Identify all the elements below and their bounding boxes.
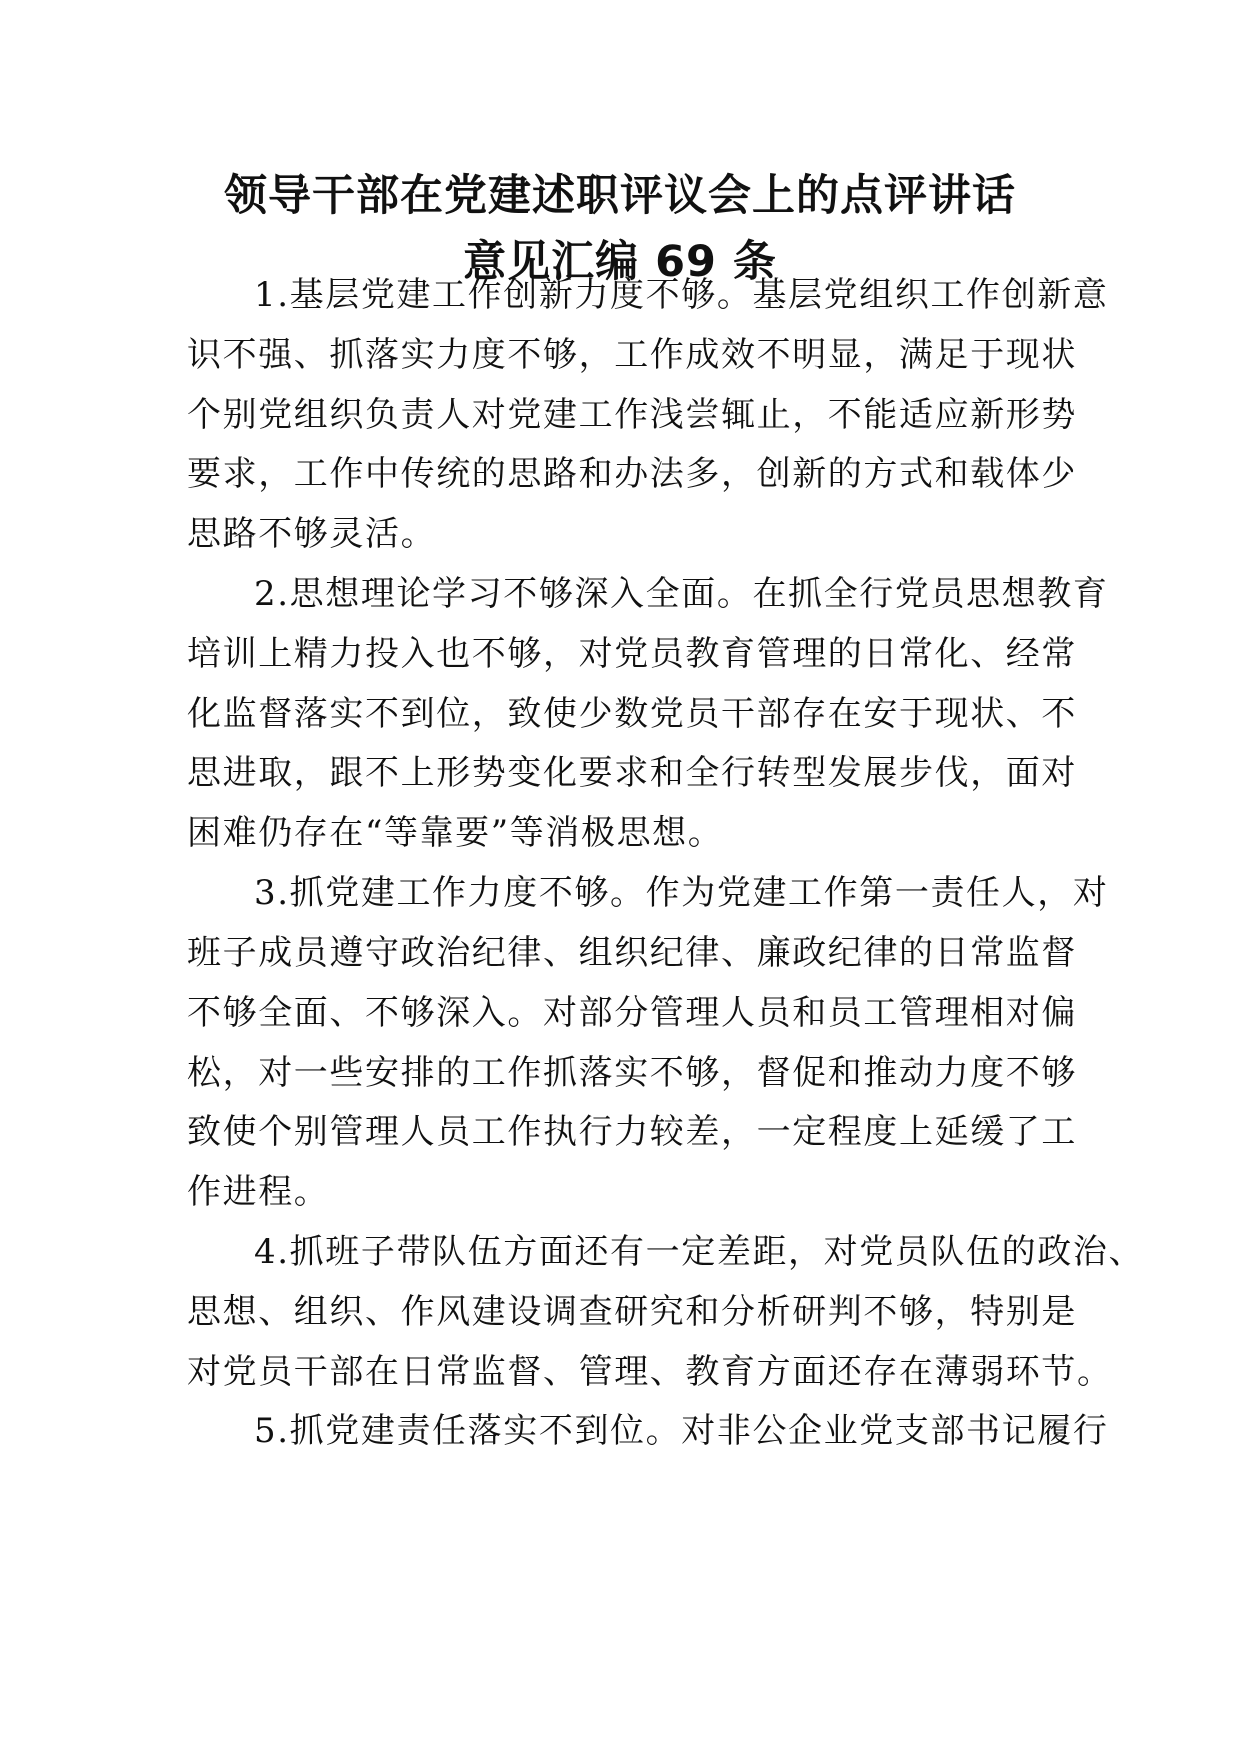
paragraph-3-line-3: 不够全面、不够深入。对部分管理人员和员工管理相对偏	[187, 993, 1077, 1033]
paragraph-2-line-3: 化监督落实不到位，致使少数党员干部存在安于现状、不	[187, 694, 1077, 734]
paragraph-2-line-1: 2.思想理论学习不够深入全面。在抓全行党员思想教育	[254, 574, 1109, 614]
paragraph-4-line-3: 对党员干部在日常监督、管理、教育方面还存在薄弱环节。	[187, 1352, 1113, 1392]
paragraph-3-line-2: 班子成员遵守政治纪律、组织纪律、廉政纪律的日常监督	[187, 933, 1077, 973]
paragraph-2-line-5: 困难仍存在“等靠要”等消极思想。	[187, 813, 724, 853]
paragraph-3-line-5: 致使个别管理人员工作执行力较差，一定程度上延缓了工	[187, 1112, 1077, 1152]
document-title-line-2: 意见汇编 69 条	[463, 237, 777, 287]
document-title-line-1: 领导干部在党建述职评议会上的点评讲话	[224, 171, 1016, 221]
paragraph-5-line-1: 5.抓党建责任落实不到位。对非公企业党支部书记履行	[254, 1411, 1109, 1451]
paragraph-3-line-1: 3.抓党建工作力度不够。作为党建工作第一责任人，对	[254, 873, 1109, 913]
paragraph-4-line-2: 思想、组织、作风建设调查研究和分析研判不够，特别是	[187, 1292, 1077, 1332]
paragraph-2-line-2: 培训上精力投入也不够，对党员教育管理的日常化、经常	[187, 634, 1077, 674]
paragraph-2-line-4: 思进取，跟不上形势变化要求和全行转型发展步伐，面对	[187, 753, 1077, 793]
paragraph-1-line-5: 思路不够灵活。	[187, 514, 437, 554]
paragraph-1-line-3: 个别党组织负责人对党建工作浅尝辄止，不能适应新形势	[187, 395, 1077, 435]
paragraph-1-line-2: 识不强、抓落实力度不够，工作成效不明显，满足于现状	[187, 335, 1077, 375]
paragraph-4-line-1: 4.抓班子带队伍方面还有一定差距，对党员队伍的政治、	[254, 1232, 1145, 1272]
paragraph-1-line-4: 要求，工作中传统的思路和办法多，创新的方式和载体少	[187, 454, 1077, 494]
paragraph-1-line-1: 1.基层党建工作创新力度不够。基层党组织工作创新意	[254, 275, 1109, 315]
paragraph-3-line-6: 作进程。	[187, 1172, 330, 1212]
paragraph-3-line-4: 松，对一些安排的工作抓落实不够，督促和推动力度不够	[187, 1053, 1077, 1093]
